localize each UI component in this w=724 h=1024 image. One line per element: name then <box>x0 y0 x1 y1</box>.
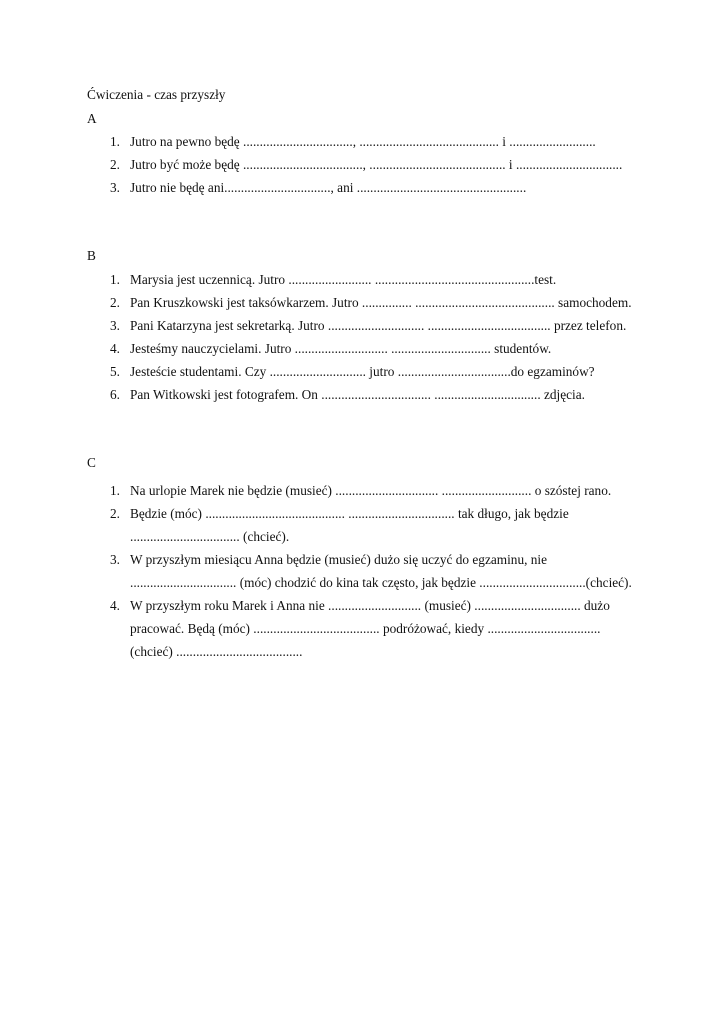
item-text-continued: pracować. Będą (móc) ...................................... podróżować, kiedy .................................. <box>130 621 601 636</box>
item-number: 2. <box>110 295 120 310</box>
section-b-list <box>110 272 670 410</box>
item-text: Jesteście studentami. Czy ............................. jutro ..................................do egzaminów? <box>130 364 595 379</box>
section-a-label: A <box>87 111 97 126</box>
list-item <box>110 272 670 295</box>
item-text: Jesteśmy nauczycielami. Jutro ............................ .............................. studentów. <box>130 341 552 356</box>
item-text: Jutro nie będę ani................................, ani ................................................... <box>130 180 527 195</box>
list-item <box>110 157 670 180</box>
section-b-label: B <box>87 248 96 263</box>
item-number: 1. <box>110 134 120 149</box>
item-text-continued: ................................ (móc) chodzić do kina tak często, jak będzie ................................(chcieć). <box>130 575 632 590</box>
list-item <box>110 387 670 410</box>
item-number: 2. <box>110 157 120 172</box>
section-c-label: C <box>87 455 96 470</box>
list-item <box>110 318 670 341</box>
item-text: Jutro na pewno będę ................................., .......................................... i .......................... <box>130 134 596 149</box>
item-text: Marysia jest uczennicą. Jutro ......................... ................................................test. <box>130 272 557 287</box>
item-text: Na urlopie Marek nie będzie (musieć) ............................... ........................... o szóstej rano. <box>130 483 612 498</box>
item-number: 1. <box>110 272 120 287</box>
item-number: 4. <box>110 598 120 613</box>
item-number: 5. <box>110 364 120 379</box>
list-item <box>110 180 670 203</box>
list-item <box>110 364 670 387</box>
item-text: Pani Katarzyna jest sekretarką. Jutro ............................. ..................................... przez telefon. <box>130 318 627 333</box>
list-item <box>110 134 670 157</box>
section-a-list <box>110 134 670 203</box>
section-c-list <box>110 479 670 663</box>
list-item <box>110 479 670 502</box>
list-item <box>110 594 670 663</box>
list-item <box>110 295 670 318</box>
item-number: 2. <box>110 506 120 521</box>
item-text: Pan Witkowski jest fotografem. On ................................. ................................ zdjęcia. <box>130 387 585 402</box>
item-text: Będzie (móc) .......................................... ................................ tak długo, jak będzie <box>130 506 569 521</box>
list-item <box>110 502 670 548</box>
item-number: 3. <box>110 552 120 567</box>
item-text-continued: (chcieć) ...................................... <box>130 644 303 659</box>
item-number: 6. <box>110 387 120 402</box>
item-text: Pan Kruszkowski jest taksówkarzem. Jutro ............... .......................................... samochodem. <box>130 295 632 310</box>
item-number: 1. <box>110 483 120 498</box>
item-text: Jutro być może będę ...................................., ......................................... i ................................ <box>130 157 623 172</box>
item-text: W przyszłym roku Marek i Anna nie ............................ (musieć) ................................ dużo <box>130 598 610 613</box>
list-item <box>110 548 670 594</box>
item-number: 4. <box>110 341 120 356</box>
item-text-continued: ................................. (chcieć). <box>130 529 290 544</box>
item-text: W przyszłym miesiącu Anna będzie (musieć) dużo się uczyć do egzaminu, nie <box>130 552 547 567</box>
item-number: 3. <box>110 180 120 195</box>
list-item <box>110 341 670 364</box>
item-number: 3. <box>110 318 120 333</box>
worksheet-title: Ćwiczenia - czas przyszły <box>87 87 226 102</box>
